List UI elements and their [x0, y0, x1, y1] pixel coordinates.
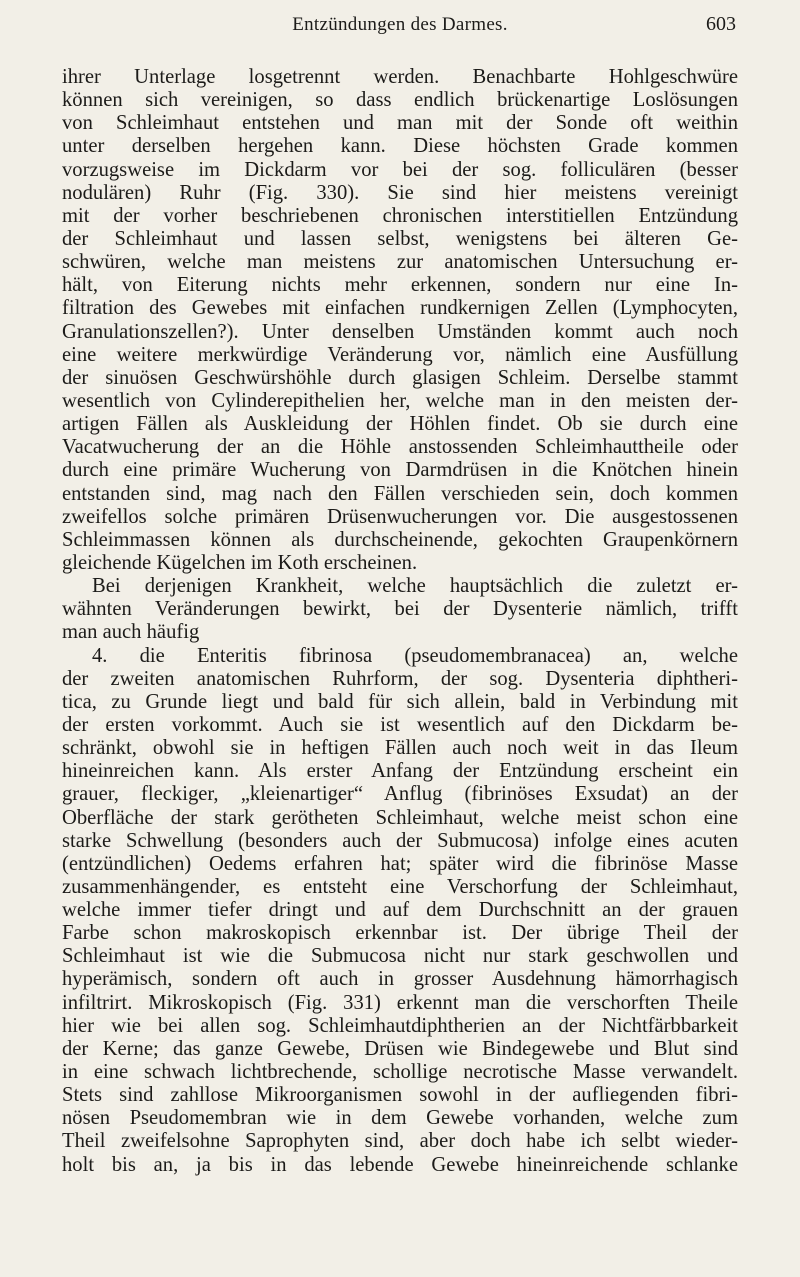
text-line: durch eine primäre Wucherung von Darmdrüsen in die Knötchen hinein [62, 459, 738, 482]
text-line: man auch häufig [62, 621, 200, 644]
text-line: der zweiten anatomischen Ruhrform, der sog. Dysenteria diphtheri- [62, 667, 738, 690]
text-line: in eine schwach lichtbrechende, schollige necrotische Masse verwandelt. [62, 1061, 738, 1084]
text-line: der Schleimhaut und lassen selbst, wenigstens bei älteren Ge- [62, 227, 738, 250]
text-line: Schleimmassen können als durchscheinende, gekochten Graupenkörnern [62, 528, 738, 551]
text-line: zusammenhängender, es entsteht eine Verschorfung der Schleimhaut, [62, 875, 738, 898]
text-line: ihrer Unterlage losgetrennt werden. Benachbarte Hohlgeschwüre [62, 66, 738, 88]
text-line: holt bis an, ja bis in das lebende Gewebe hineinreichende schlanke [62, 1153, 738, 1176]
page-header [0, 10, 800, 38]
text-line: entstanden sind, mag nach den Fällen verschieden sein, doch kommen [62, 482, 738, 505]
text-line: infiltrirt. Mikroskopisch (Fig. 331) erkennt man die verschorften Theile [62, 991, 738, 1014]
text-line: schränkt, obwohl sie in heftigen Fällen auch noch weit in das Ileum [62, 737, 738, 760]
text-line: nodulären) Ruhr (Fig. 330). Sie sind hier meistens vereinigt [62, 181, 738, 204]
page-number: 603 [706, 13, 736, 35]
text-line: hyperämisch, sondern oft auch in grosser Ausdehnung hämorrhagisch [62, 968, 738, 991]
text-line: der Kerne; das ganze Gewebe, Drüsen wie Bindegewebe und Blut sind [62, 1037, 738, 1060]
text-line: gleichende Kügelchen im Koth erscheinen. [62, 551, 418, 574]
text-line: Oberfläche der stark gerötheten Schleimhaut, welche meist schon eine [62, 806, 738, 829]
text-line: nösen Pseudomembran wie in dem Gewebe vorhanden, welche zum [62, 1107, 738, 1130]
text-line: der sinuösen Geschwürshöhle durch glasigen Schleim. Derselbe stammt [62, 366, 738, 389]
text-line: starke Schwellung (besonders auch der Submucosa) infolge eines acuten [62, 829, 738, 852]
text-line: mit der vorher beschriebenen chronischen interstitiellen Entzündung [62, 204, 738, 227]
text-line: können sich vereinigen, so dass endlich brückenartige Loslösungen [62, 89, 738, 112]
text-line: unter derselben hergehen kann. Diese höchsten Grade kommen [62, 135, 738, 158]
text-line: artigen Fällen als Auskleidung der Höhlen findet. Ob sie durch eine [62, 413, 738, 436]
text-line: vorzugsweise im Dickdarm vor bei der sog. folliculären (besser [62, 158, 738, 181]
text-line: wesentlich von Cylinderepithelien her, welche man in den meisten der- [62, 389, 738, 412]
text-line: Stets sind zahllose Mikroorganismen sowohl in der aufliegenden fibri- [62, 1084, 738, 1107]
text-line: filtration des Gewebes mit einfachen rundkernigen Zellen (Lymphocyten, [62, 297, 738, 320]
text-line: hineinreichen kann. Als erster Anfang der Entzündung erscheint ein [62, 760, 738, 783]
text-line: hier wie bei allen sog. Schleimhautdiphtherien an der Nichtfärbbarkeit [62, 1014, 738, 1037]
text-line: tica, zu Grunde liegt und bald für sich allein, bald in Verbindung mit [62, 690, 738, 713]
running-title: Entzündungen des Darmes. [292, 14, 508, 35]
text-line: eine weitere merkwürdige Veränderung vor, nämlich eine Ausfüllung [62, 343, 738, 366]
text-line: grauer, fleckiger, „kleienartiger“ Anflug (fibrinöses Exsudat) an der [62, 783, 738, 806]
text-line: 4. die Enteritis fibrinosa (pseudomembranacea) an, welche [92, 644, 738, 667]
text-line: zweifellos solche primären Drüsenwucherungen vor. Die ausgestossenen [62, 505, 738, 528]
text-line: der ersten vorkommt. Auch sie ist wesentlich auf den Dickdarm be- [62, 713, 738, 736]
text-line: von Schleimhaut entstehen und man mit der Sonde oft weithin [62, 112, 738, 135]
text-line: welche immer tiefer dringt und auf dem Durchschnitt an der grauen [62, 899, 738, 922]
text-line: Schleimhaut ist wie die Submucosa nicht nur stark geschwollen und [62, 945, 738, 968]
text-line: Farbe schon makroskopisch erkennbar ist. Der übrige Theil der [62, 922, 738, 945]
text-line: Granulationszellen?). Unter denselben Umständen kommt auch noch [62, 320, 738, 343]
text-line: Bei derjenigen Krankheit, welche hauptsächlich die zuletzt er- [92, 575, 738, 598]
text-line: Theil zweifelsohne Saprophyten sind, aber doch habe ich selbt wieder- [62, 1130, 738, 1153]
text-line: schwüren, welche man meistens zur anatomischen Untersuchung er- [62, 251, 738, 274]
text-line: hält, von Eiterung nichts mehr erkennen, sondern nur eine In- [62, 274, 738, 297]
body-text [62, 66, 738, 1177]
text-line: (entzündlichen) Oedems erfahren hat; später wird die fibrinöse Masse [62, 852, 738, 875]
text-line: wähnten Veränderungen bewirkt, bei der Dysenterie nämlich, trifft [62, 598, 738, 621]
text-line: Vacatwucherung der an die Höhle anstossenden Schleimhauttheile oder [62, 436, 738, 459]
